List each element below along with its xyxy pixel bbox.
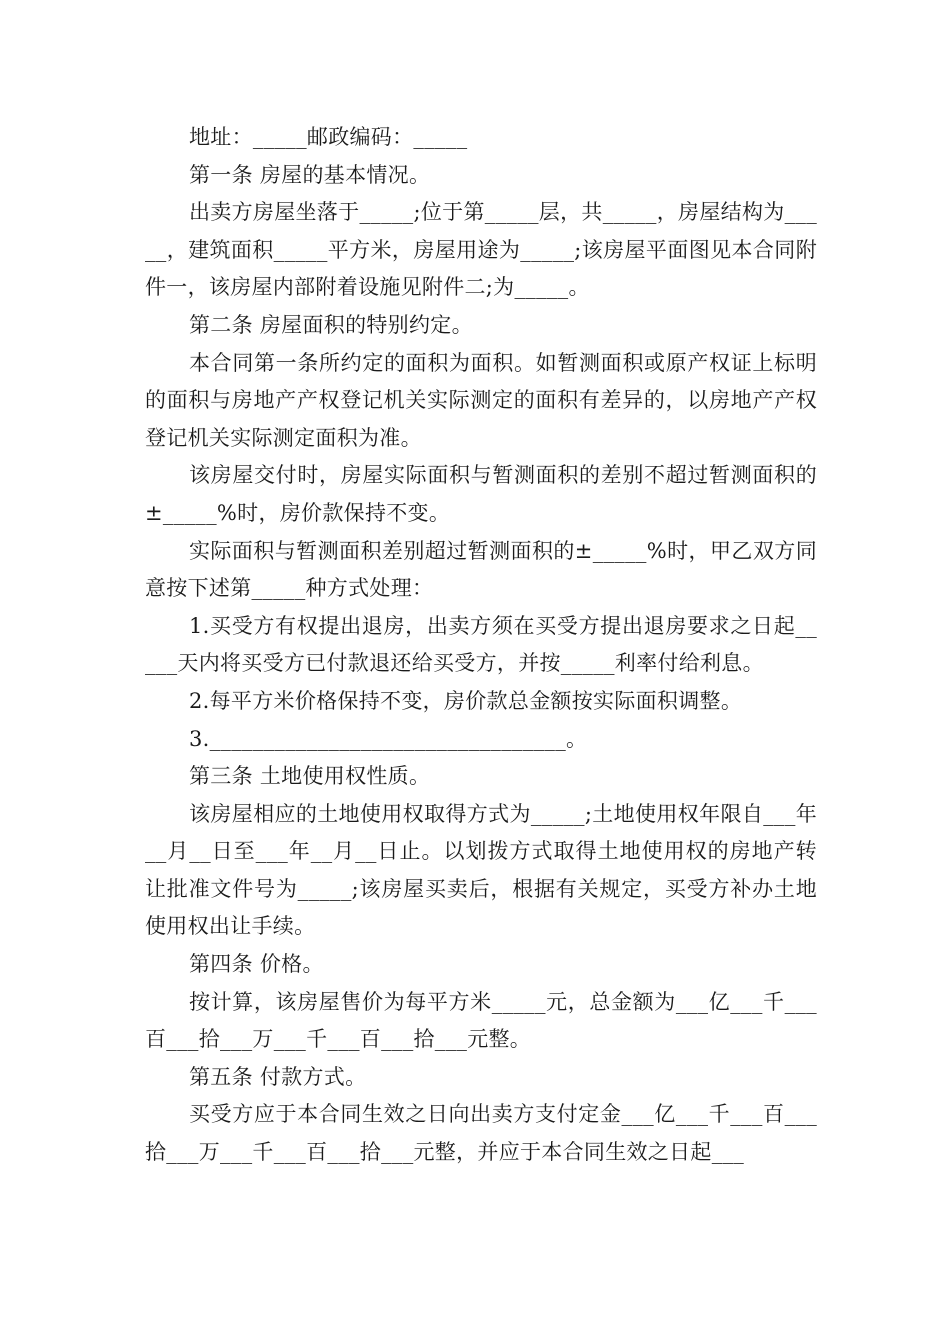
area-tolerance-paragraph: 该房屋交付时，房屋实际面积与暂测面积的差别不超过暂测面积的±_____%时，房价款保持不变。: [145, 463, 817, 525]
article-4-heading: 第四条 价格。: [189, 952, 324, 977]
address-line: 地址：_____邮政编码：_____: [189, 125, 468, 149]
article-5-heading: 第五条 付款方式。: [189, 1064, 367, 1089]
option-2-paragraph: 2.每平方米价格保持不变，房价款总金额按实际面积调整。: [189, 688, 743, 713]
article-2-heading: 第二条 房屋面积的特别约定。: [189, 312, 473, 337]
document-body: [145, 119, 817, 1172]
article-1-body: 出卖方房屋坐落于_____;位于第_____层，共_____，房屋结构为_____，建筑面积_____平方米，房屋用途为_____;该房屋平面图见本合同附件一，该房屋内部附着设施见附件二;为_____。: [145, 200, 817, 300]
article-1-heading: 第一条 房屋的基本情况。: [189, 162, 431, 187]
option-3-paragraph: 3._________________________________。: [189, 726, 588, 751]
area-excess-paragraph: 实际面积与暂测面积差别超过暂测面积的±_____%时，甲乙双方同意按下述第_____种方式处理：: [145, 538, 817, 601]
article-3-body: 该房屋相应的土地使用权取得方式为_____;土地使用权年限自___年__月__日至___年__月__日止。以划拨方式取得土地使用权的房地产转让批准文件号为_____;该房屋买卖后，根据有关规定，买受方补办土地使用权出让手续。: [145, 801, 817, 939]
article-2-body: 本合同第一条所约定的面积为面积。如暂测面积或原产权证上标明的面积与房地产产权登记机关实际测定的面积有差异的，以房地产产权登记机关实际测定面积为准。: [145, 350, 817, 450]
article-4-body: 按计算，该房屋售价为每平方米_____元，总金额为___亿___千___百___拾___万___千___百___拾___元整。: [145, 989, 817, 1052]
option-1-paragraph: 1.买受方有权提出退房，出卖方须在买受方提出退房要求之日起_____天内将买受方已付款退还给买受方，并按_____利率付给利息。: [145, 613, 817, 676]
article-3-heading: 第三条 土地使用权性质。: [189, 764, 431, 789]
article-5-body: 买受方应于本合同生效之日向出卖方支付定金___亿___千___百___拾___万___千___百___拾___元整，并应于本合同生效之日起___: [145, 1102, 817, 1165]
